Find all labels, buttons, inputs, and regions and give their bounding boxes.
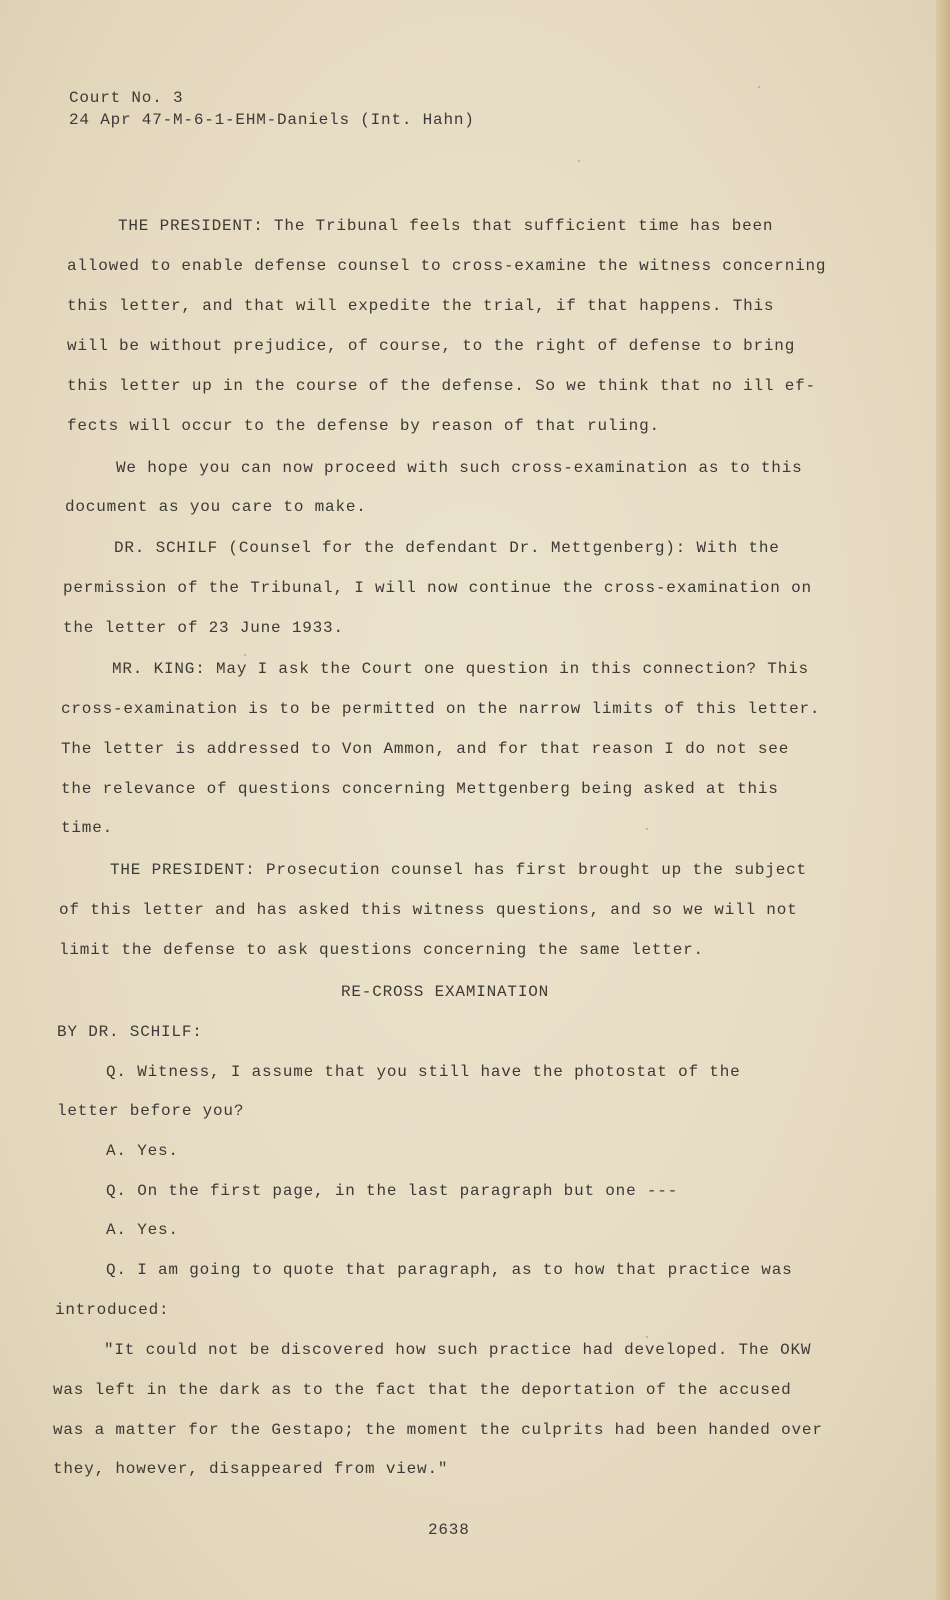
transcript-line: this letter, and that will expedite the trial, if that happens. This [67,297,775,315]
quoted-line: was a matter for the Gestapo; the moment the culprits had been handed over [53,1421,823,1439]
paper-speck [578,160,580,162]
transcript-line: of this letter and has asked this witness questions, and so we will not [59,901,798,919]
transcript-line: document as you care to make. [65,498,367,516]
transcript-line: time. [61,819,114,837]
transcript-line: permission of the Tribunal, I will now continue the cross-examination on [63,579,812,597]
transcript-line: allowed to enable defense counsel to cross-examine the witness concerning [67,257,827,275]
transcript-line: the letter of 23 June 1933. [63,619,344,637]
session-reference: 24 Apr 47-M-6-1-EHM-Daniels (Int. Hahn) [69,111,475,129]
question-line: Q. I am going to quote that paragraph, as to how that practice was [106,1261,793,1279]
examiner-line: BY DR. SCHILF: [57,1023,203,1041]
paper-speck [244,654,246,656]
paper-speck [646,828,648,830]
quoted-line: was left in the dark as to the fact that the deportation of the accused [53,1381,792,1399]
quoted-line: "It could not be discovered how such practice had developed. The OKW [104,1341,812,1359]
answer-line: A. Yes. [106,1142,179,1160]
page-edge-shadow [936,0,950,1600]
question-line: Q. Witness, I assume that you still have the photostat of the [106,1063,741,1081]
question-line: Q. On the first page, in the last paragraph but one --- [106,1182,679,1200]
transcript-line: will be without prejudice, of course, to the right of defense to bring [67,337,796,355]
paper-speck [646,1336,648,1338]
transcript-line: fects will occur to the defense by reason of that ruling. [67,417,660,435]
court-number: Court No. 3 [69,89,184,107]
answer-line: A. Yes. [106,1221,179,1239]
quoted-line: they, however, disappeared from view." [53,1460,449,1478]
transcript-line: this letter up in the course of the defense. So we think that no ill ef- [67,377,816,395]
transcript-line: MR. KING: May I ask the Court one question in this connection? This [112,660,809,678]
page-number: 2638 [428,1521,470,1539]
transcript-line: The letter is addressed to Von Ammon, and for that reason I do not see [61,740,790,758]
transcript-line: introduced: [55,1301,170,1319]
transcript-line: THE PRESIDENT: Prosecution counsel has first brought up the subject [110,861,807,879]
transcript-line: DR. SCHILF (Counsel for the defendant Dr. Mettgenberg): With the [114,539,780,557]
transcript-line: THE PRESIDENT: The Tribunal feels that sufficient time has been [118,217,774,235]
transcript-line: limit the defense to ask questions concerning the same letter. [59,941,704,959]
transcript-line: the relevance of questions concerning Mettgenberg being asked at this [61,780,779,798]
section-heading: RE-CROSS EXAMINATION [341,983,550,1001]
transcript-line: letter before you? [57,1102,245,1120]
transcript-line: We hope you can now proceed with such cross-examination as to this [116,459,803,477]
transcript-line: cross-examination is to be permitted on the narrow limits of this letter. [61,700,821,718]
paper-speck [758,86,760,88]
